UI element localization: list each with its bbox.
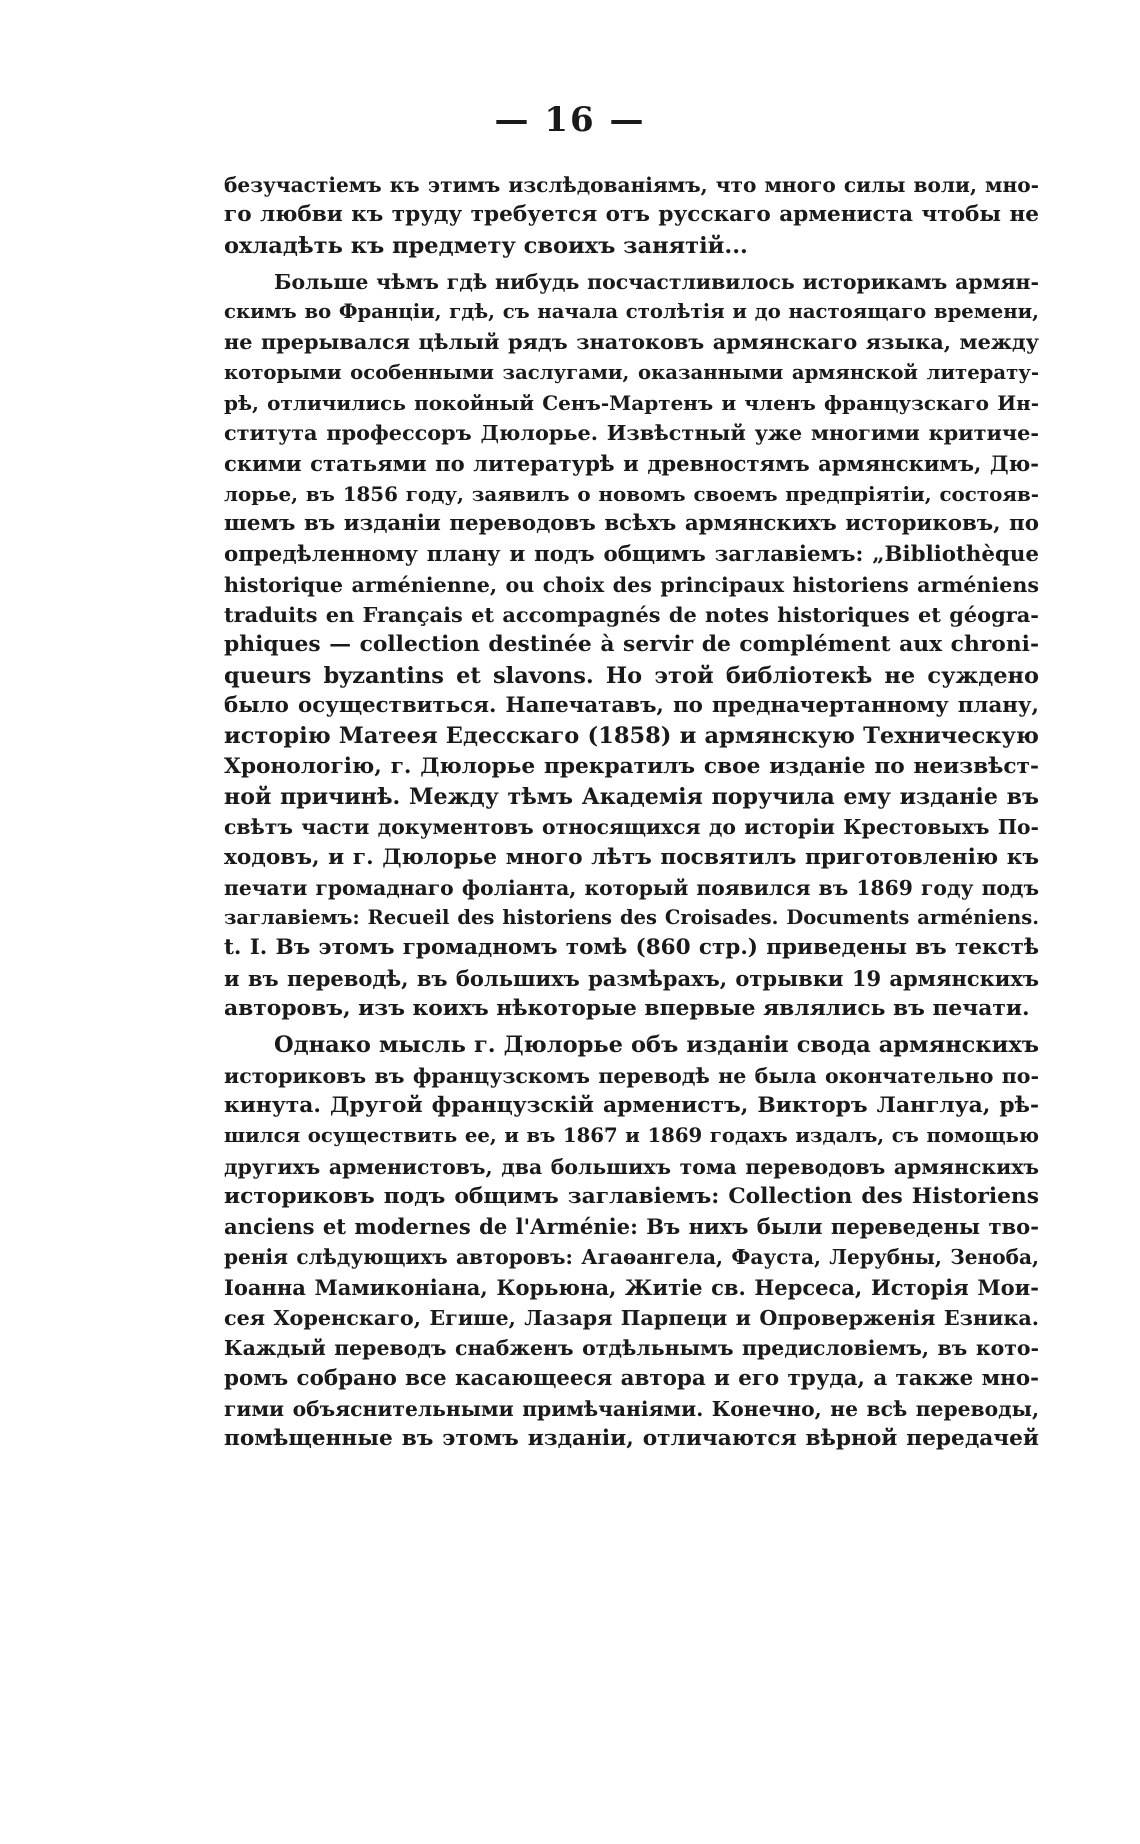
paragraph [224, 1030, 1039, 1454]
text-line: и въ переводѣ, въ большихъ размѣрахъ, отрывки 19 армянскихъ [224, 965, 1039, 991]
text-line: лорье, въ 1856 году, заявилъ о новомъ своемъ предпріятіи, состояв- [224, 481, 1039, 506]
text-line: рѣ, отличились покойный Сенъ-Мартенъ и членъ французскаго Ин- [224, 391, 1039, 416]
text-line: печати громаднаго фоліанта, который появился въ 1869 году подъ [224, 875, 1039, 900]
text-line: историковъ подъ общимъ заглавіемъ: Collection des Historiens [224, 1183, 1039, 1209]
text-line: историковъ въ французскомъ переводѣ не была окончательно по- [224, 1063, 1039, 1088]
text-line: исторію Матеея Едесскаго (1858) и армянскую Техническую [224, 723, 1039, 750]
text-line: гими объяснительными примѣчаніями. Конечно, не всѣ переводы, [224, 1396, 1039, 1421]
text-line: охладѣть къ предмету своихъ занятій... [224, 232, 748, 259]
text-line: которыми особенными заслугами, оказанными армянской литерату- [224, 360, 1039, 384]
text-line: помѣщенные въ этомъ изданіи, отличаются вѣрной передачей [224, 1426, 1039, 1452]
text-line: опредѣленному плану и подъ общимъ заглавіемъ: „Bibliothèque [224, 541, 1039, 567]
text-line: Іоанна Мамиконіана, Корьюна, Житіе св. Нерсеса, Исторія Мои- [224, 1274, 1039, 1300]
text-line: сея Хоренскаго, Егише, Лазаря Парпеци и Опроверженія Езника. [224, 1305, 1039, 1330]
text-line: ститута профессоръ Дюлорье. Извѣстный уже многими критиче- [224, 420, 1039, 446]
text-line: скими статьями по литературѣ и древностямъ армянскимъ, Дю- [224, 450, 1039, 476]
page-number: — 16 — [494, 100, 646, 140]
text-line: безучастіемъ къ этимъ изслѣдованіямъ, что много силы воли, мно- [224, 173, 1039, 197]
text-line: traduits en Français et accompagnés de notes historiques et géogra- [224, 602, 1039, 628]
text-line: шемъ въ изданіи переводовъ всѣхъ армянскихъ историковъ, по [224, 511, 1039, 537]
text-line: заглавіемъ: Recueil des historiens des Croisades. Documents arméniens. [224, 906, 1039, 930]
text-line: Хронологію, г. Дюлорье прекратилъ свое изданіе по неизвѣст- [224, 753, 1039, 779]
text-line: ренія слѣдующихъ авторовъ: Агаѳангела, Фауста, Лерубны, Зеноба, [224, 1245, 1039, 1270]
paragraph [224, 267, 1039, 1024]
text-line: ромъ собрано все касающееся автора и его труда, а также мно- [224, 1365, 1039, 1391]
text-line: Больше чѣмъ гдѣ нибудь посчастливилось историкамъ армян- [274, 269, 1039, 294]
text-line: го любви къ труду требуется отъ русскаго арменистa чтобы не [224, 202, 1039, 228]
paragraph [224, 170, 1039, 261]
text-line: кинута. Другой французскій арменистъ, Викторъ Ланглуа, рѣ- [224, 1092, 1039, 1118]
text-line: ной причинѣ. Между тѣмъ Академія поручила ему изданіе въ [224, 783, 1039, 810]
text-line: Однако мысль г. Дюлорье объ изданіи свода армянскихъ [274, 1032, 1039, 1059]
text-line: было осуществиться. Напечатавъ, по предначертанному плану, [224, 693, 1039, 719]
text-line: свѣтъ части документовъ относящихся до исторіи Крестовыхъ По- [224, 815, 1039, 840]
text-line: anciens et modernes de l'Arménie: Въ нихъ были переведены тво- [224, 1214, 1039, 1240]
text-line: Каждый переводъ снабженъ отдѣльнымъ предисловіемъ, въ кото- [224, 1336, 1039, 1361]
text-line: авторовъ, изъ коихъ нѣкоторые впервые являлись въ печати. [224, 996, 1030, 1022]
text-line: не прерывался цѣлый рядъ знатоковъ армянскаго языка, между [224, 329, 1039, 355]
text-line: phiques — collection destinée à servir de complément aux chroni- [224, 632, 1039, 658]
text-line: t. I. Въ этомъ громадномъ томѣ (860 стр.) приведены въ текстѣ [224, 935, 1039, 961]
text-line: другихъ арменистовъ, два большихъ тома переводовъ армянскихъ [224, 1154, 1039, 1179]
text-line: historique arménienne, ou choix des principaux historiens arméniens [224, 572, 1039, 597]
text-line: queurs byzantins et slavons. Но этой библіотекѣ не суждено [224, 662, 1039, 689]
body-text [224, 170, 1039, 1454]
text-line: шился осуществить ее, и въ 1867 и 1869 годахъ издалъ, съ помощью [224, 1124, 1039, 1148]
text-line: ходовъ, и г. Дюлорье много лѣтъ посвятилъ приготовленію къ [224, 844, 1039, 870]
text-line: скимъ во Франціи, гдѣ, съ начала столѣтія и до настоящаго времени, [224, 300, 1039, 324]
